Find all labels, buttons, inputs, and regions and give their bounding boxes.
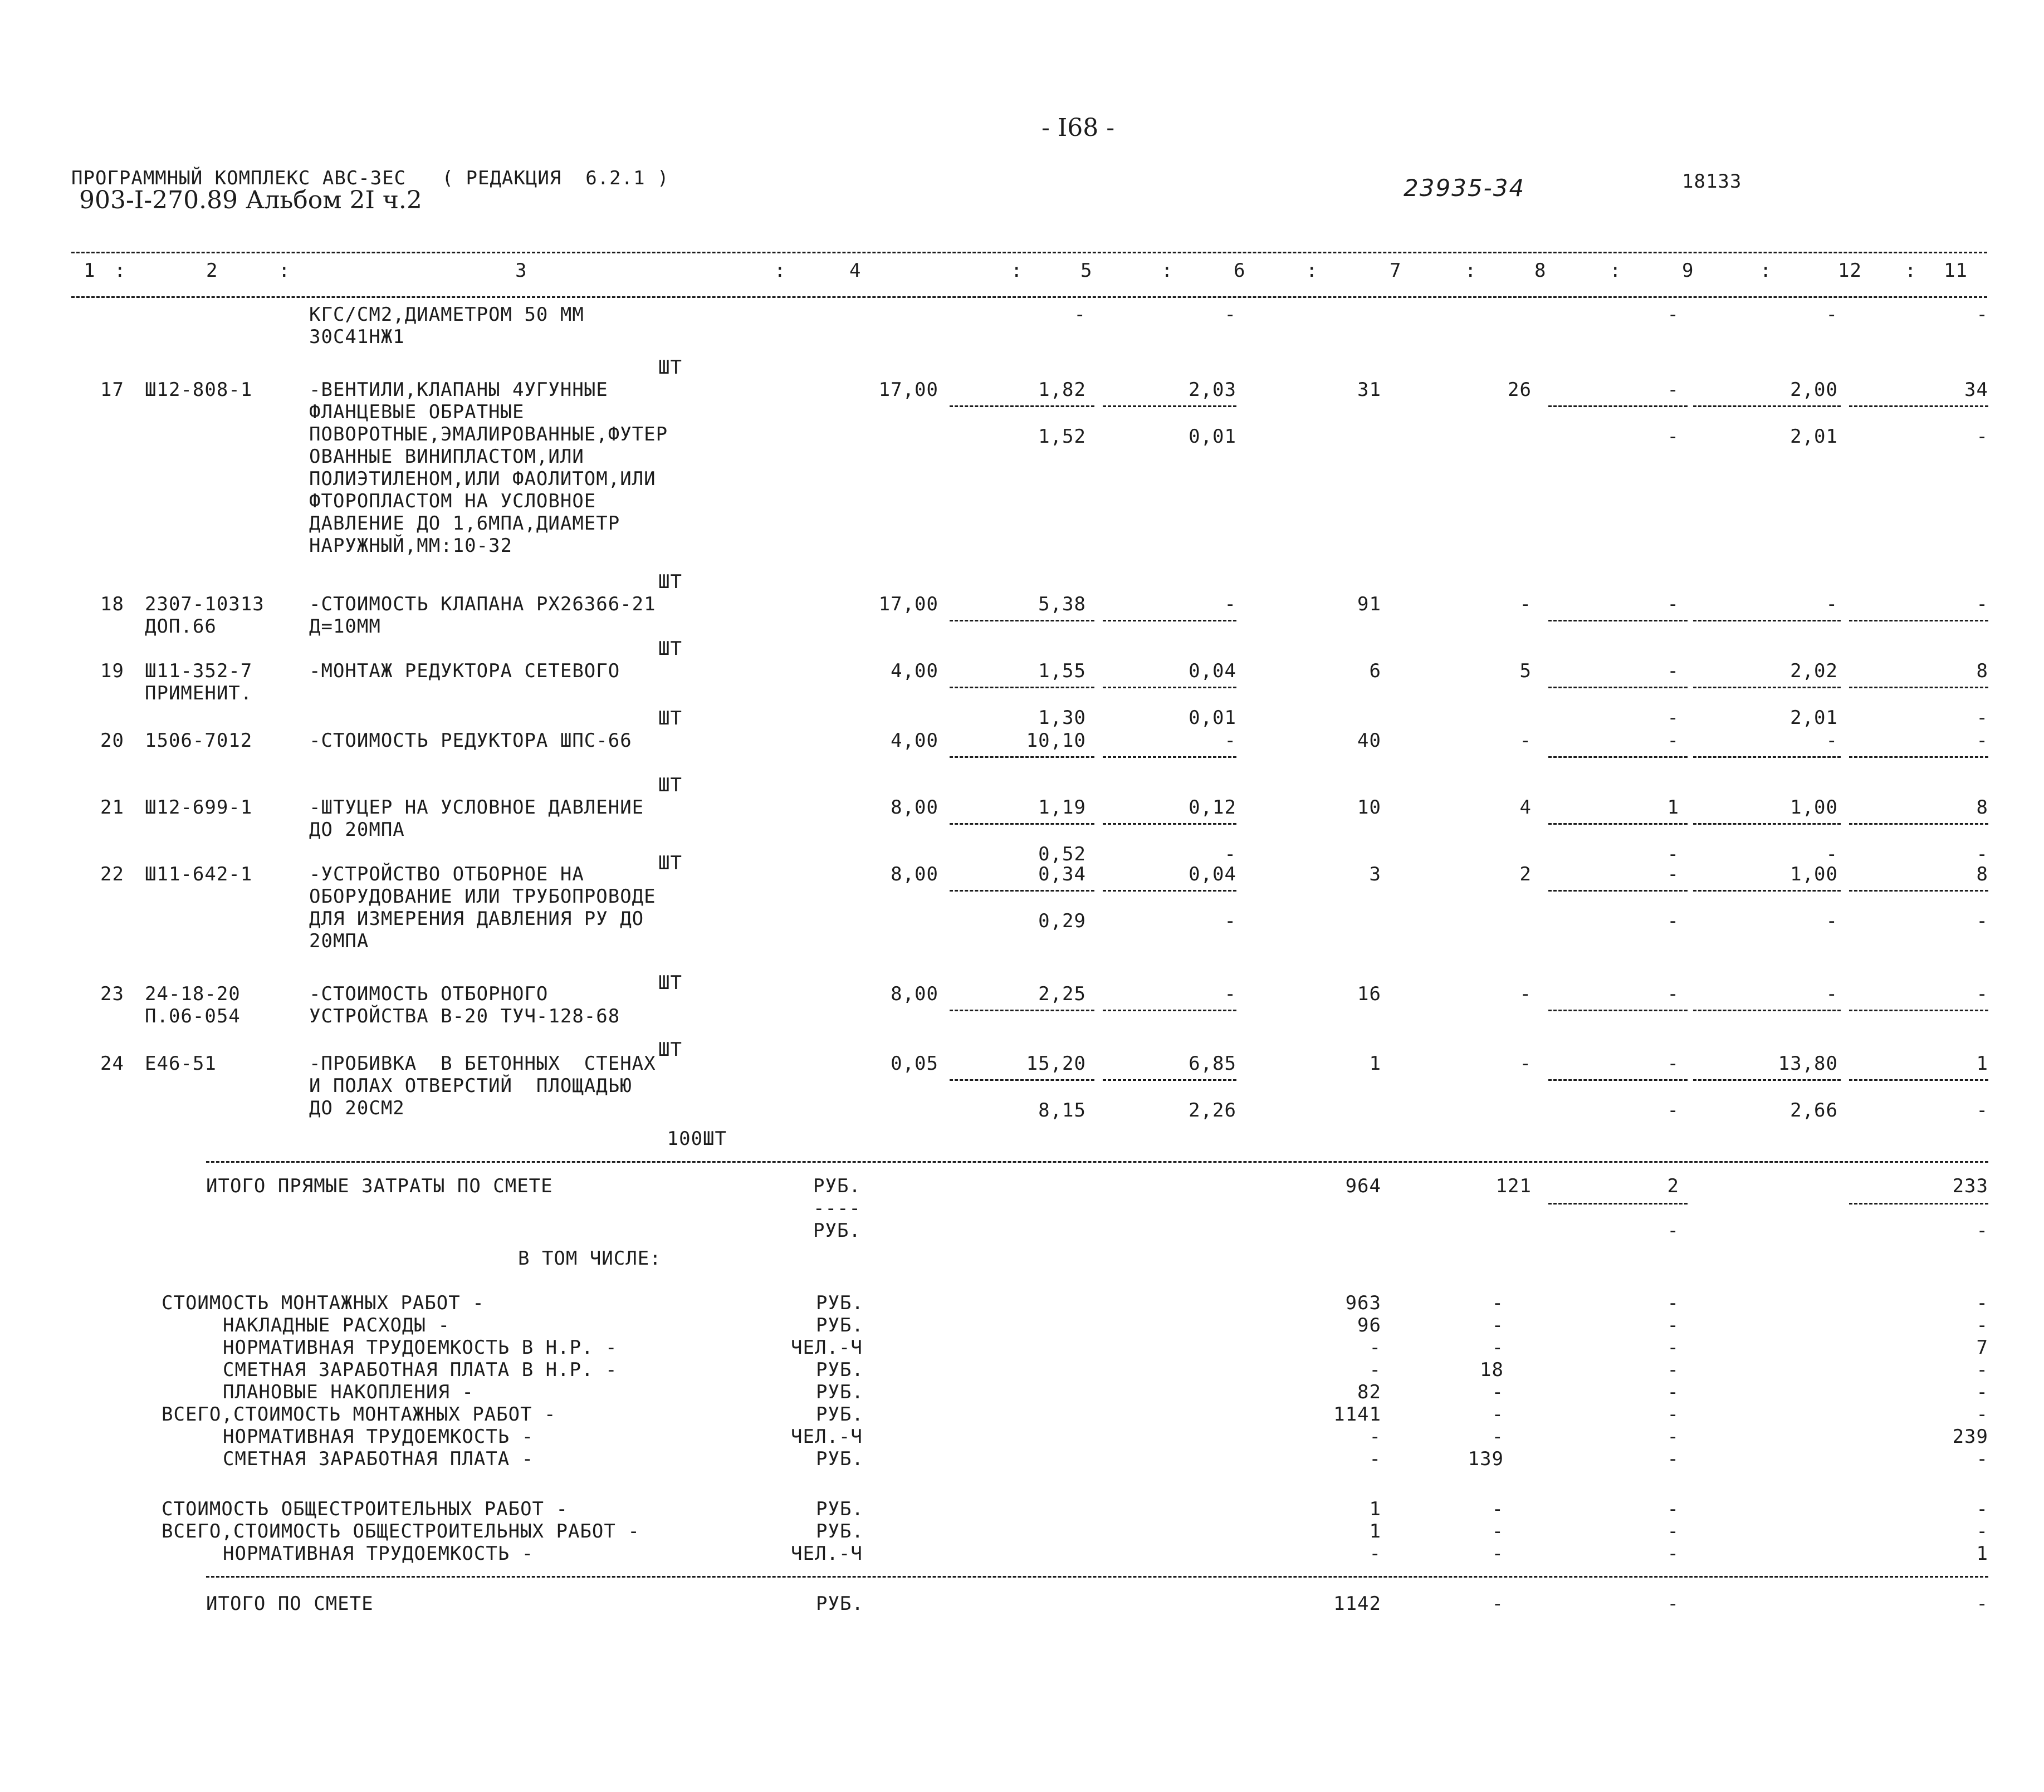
cell-divider (1849, 823, 1988, 825)
summary-c9: - (1667, 1314, 1679, 1336)
summary-label: НОРМАТИВНАЯ ТРУДОЕМКОСТЬ В Н.Р. - (223, 1336, 618, 1359)
value-cell: 6,85 (1189, 1052, 1236, 1075)
value-cell: - (1667, 1052, 1679, 1075)
summary-unit: ЧЕЛ.-Ч (791, 1426, 863, 1448)
cell-divider (1849, 620, 1988, 621)
work-description: КГС/СМ2,ДИАМЕТРОМ 50 ММ 30С41НЖ1 (309, 303, 584, 348)
unit-label: ---- РУБ. (813, 1197, 861, 1242)
value-cell: 16 (1357, 983, 1381, 1005)
summary-c11: - (1976, 1292, 1988, 1314)
summary-unit: РУБ. (816, 1292, 864, 1314)
value-cell: 15,20 (1026, 1052, 1086, 1075)
cell-divider (1548, 687, 1688, 688)
cell-divider (1849, 756, 1988, 758)
value-cell: 31 (1357, 379, 1381, 401)
cell-divider (1548, 1079, 1688, 1081)
summary-label: ВСЕГО,СТОИМОСТЬ ОБЩЕСТРОИТЕЛЬНЫХ РАБОТ - (162, 1520, 640, 1543)
cell-divider (1548, 823, 1688, 825)
unit-of-measure: ШТ (658, 774, 682, 796)
column-header: 9 (1682, 260, 1694, 282)
value-cell: - (1826, 303, 1838, 326)
summary-c8: - (1492, 1292, 1504, 1314)
summary-c7: - (1369, 1426, 1381, 1448)
value-cell: 10,10 (1026, 729, 1086, 752)
value-cell: - (1224, 843, 1236, 865)
value-cell: 8,00 (891, 796, 938, 819)
value-cell: - (1667, 425, 1679, 448)
cell-divider (1103, 405, 1236, 407)
value-cell: 8,15 (1038, 1099, 1086, 1122)
value-cell: - (1826, 593, 1838, 615)
cell-divider (1693, 1010, 1841, 1011)
work-description: -МОНТАЖ РЕДУКТОРА СЕТЕВОГО (309, 660, 620, 682)
value-cell: - (1826, 910, 1838, 932)
summary-c7: 1 (1369, 1520, 1381, 1543)
value-cell: - (1976, 303, 1988, 326)
row-number: 17 (100, 379, 124, 401)
value-cell: - (1519, 593, 1532, 615)
value-cell: 0,01 (1189, 425, 1236, 448)
value-cell: 8 (1976, 660, 1988, 682)
column-header: : (1161, 260, 1173, 282)
direct-c8: 121 (1495, 1175, 1532, 1197)
value-cell: 0,29 (1038, 910, 1086, 932)
value-cell: 2,25 (1038, 983, 1086, 1005)
value-cell: - (1224, 729, 1236, 752)
resource-code: Ш12-808-1 (145, 379, 253, 401)
value-cell: - (1667, 863, 1679, 885)
resource-code: 24-18-20 П.06-054 (145, 983, 241, 1027)
including-label: В ТОМ ЧИСЛЕ: (518, 1247, 662, 1270)
summary-label: СТОИМОСТЬ МОНТАЖНЫХ РАБОТ - (162, 1292, 485, 1314)
cell-divider (206, 1576, 1988, 1578)
value-cell: 4,00 (891, 660, 938, 682)
summary-c8: - (1492, 1426, 1504, 1448)
column-header: 8 (1534, 260, 1547, 282)
row-number: 24 (100, 1052, 124, 1075)
cell-divider (950, 756, 1094, 758)
summary-c11: 7 (1976, 1336, 1988, 1359)
summary-c8: - (1492, 1498, 1504, 1520)
value-cell: 0,52 (1038, 843, 1086, 865)
row-number: 21 (100, 796, 124, 819)
cell-divider (1693, 890, 1841, 892)
value-cell: - (1667, 729, 1679, 752)
column-header: 2 (206, 260, 218, 282)
summary-c8: 139 (1468, 1448, 1504, 1470)
value-cell: - (1667, 593, 1679, 615)
value-cell: - (1667, 707, 1679, 729)
page-number: - I68 - (1041, 114, 1115, 142)
column-header: : (1011, 260, 1023, 282)
resource-code: Ш11-642-1 (145, 863, 253, 885)
direct-c9b: - (1667, 1220, 1679, 1242)
unit-of-measure: ШТ (658, 852, 682, 874)
row-number: 19 (100, 660, 124, 682)
value-cell: 8 (1976, 863, 1988, 885)
column-header: : (774, 260, 786, 282)
cell-divider (1548, 756, 1688, 758)
cell-divider (950, 890, 1094, 892)
unit-of-measure: ШТ (658, 707, 682, 729)
row-number: 22 (100, 863, 124, 885)
summary-c11: - (1976, 1381, 1988, 1403)
unit-of-measure: ШТ (658, 638, 682, 660)
resource-code: Ш12-699-1 (145, 796, 253, 819)
summary-c7: - (1369, 1359, 1381, 1381)
summary-label: НОРМАТИВНАЯ ТРУДОЕМКОСТЬ - (223, 1543, 534, 1565)
value-cell: - (1976, 707, 1988, 729)
cell-divider (950, 1079, 1094, 1081)
summary-c9: - (1667, 1403, 1679, 1426)
summary-unit: ЧЕЛ.-Ч (791, 1336, 863, 1359)
direct-c7: 964 (1345, 1175, 1381, 1197)
cell-divider (1693, 405, 1841, 407)
cell-divider (1103, 687, 1236, 688)
cell-divider (1693, 687, 1841, 688)
value-cell: 4,00 (891, 729, 938, 752)
grand-total-unit: РУБ. (816, 1593, 864, 1615)
direct-c9: 2 (1667, 1175, 1679, 1197)
value-cell: 1 (1667, 796, 1679, 819)
value-cell: 1,55 (1038, 660, 1086, 682)
column-header: : (1760, 260, 1772, 282)
cell-divider (206, 1161, 1988, 1163)
value-cell: - (1519, 983, 1532, 1005)
summary-c9: - (1667, 1336, 1679, 1359)
cell-divider (1103, 890, 1236, 892)
summary-unit: РУБ. (816, 1520, 864, 1543)
cell-divider (950, 1010, 1094, 1011)
summary-c11: - (1976, 1520, 1988, 1543)
summary-c11: - (1976, 1359, 1988, 1381)
value-cell: - (1224, 983, 1236, 1005)
cell-divider (1548, 1203, 1688, 1205)
summary-unit: РУБ. (816, 1359, 864, 1381)
grand-total-c9: - (1667, 1593, 1679, 1615)
summary-label: СМЕТНАЯ ЗАРАБОТНАЯ ПЛАТА - (223, 1448, 534, 1470)
cell-divider (1103, 1010, 1236, 1011)
summary-c9: - (1667, 1498, 1679, 1520)
value-cell: 8 (1976, 796, 1988, 819)
resource-code: 1506-7012 (145, 729, 253, 752)
summary-c11: - (1976, 1314, 1988, 1336)
summary-label: НОРМАТИВНАЯ ТРУДОЕМКОСТЬ - (223, 1426, 534, 1448)
grand-total-label: ИТОГО ПО СМЕТЕ (206, 1593, 374, 1615)
summary-c7: - (1369, 1543, 1381, 1565)
column-header: 11 (1944, 260, 1968, 282)
summary-c8: - (1492, 1381, 1504, 1403)
column-header: 7 (1390, 260, 1402, 282)
resource-code: Ш11-352-7 ПРИМЕНИТ. (145, 660, 253, 704)
value-cell: - (1976, 425, 1988, 448)
summary-c8: 18 (1480, 1359, 1504, 1381)
value-cell: 0,34 (1038, 863, 1086, 885)
summary-c11: - (1976, 1403, 1988, 1426)
column-header: : (114, 260, 126, 282)
value-cell: - (1074, 303, 1086, 326)
column-header: 5 (1080, 260, 1093, 282)
direct-costs-label: ИТОГО ПРЯМЫЕ ЗАТРАТЫ ПО СМЕТЕ (206, 1175, 553, 1197)
summary-c7: 963 (1345, 1292, 1381, 1314)
summary-c9: - (1667, 1426, 1679, 1448)
summary-c7: - (1369, 1336, 1381, 1359)
summary-unit: РУБ. (816, 1381, 864, 1403)
value-cell: 0,12 (1189, 796, 1236, 819)
unit-label: РУБ. (813, 1175, 861, 1197)
cell-divider (1548, 405, 1688, 407)
value-cell: 10 (1357, 796, 1381, 819)
work-description: -ШТУЦЕР НА УСЛОВНОЕ ДАВЛЕНИЕ ДО 20МПА (309, 796, 644, 841)
value-cell: - (1224, 593, 1236, 615)
row-number: 23 (100, 983, 124, 1005)
value-cell: 8,00 (891, 863, 938, 885)
cell-divider (1548, 620, 1688, 621)
cell-divider (950, 823, 1094, 825)
summary-c8: - (1492, 1314, 1504, 1336)
summary-c11: 1 (1976, 1543, 1988, 1565)
value-cell: - (1667, 910, 1679, 932)
value-cell: - (1976, 983, 1988, 1005)
value-cell: 34 (1964, 379, 1988, 401)
album-reference: 903-I-270.89 Альбом 2I ч.2 (79, 186, 422, 214)
summary-unit: РУБ. (816, 1448, 864, 1470)
summary-label: ПЛАНОВЫЕ НАКОПЛЕНИЯ - (223, 1381, 474, 1403)
value-cell: 4 (1519, 796, 1532, 819)
program-title: ПРОГРАММНЫЙ КОМПЛЕКС АВС-3ЕС ( РЕДАКЦИЯ 6.2.1 ) (71, 167, 669, 189)
value-cell: 8,00 (891, 983, 938, 1005)
summary-c11: - (1976, 1448, 1988, 1470)
value-cell: 6 (1369, 660, 1381, 682)
summary-c9: - (1667, 1359, 1679, 1381)
summary-label: СТОИМОСТЬ ОБЩЕСТРОИТЕЛЬНЫХ РАБОТ - (162, 1498, 568, 1520)
summary-unit: РУБ. (816, 1498, 864, 1520)
sheet-number: 18133 (1682, 170, 1742, 193)
value-cell: 17,00 (878, 593, 938, 615)
value-cell: - (1667, 1099, 1679, 1122)
summary-c11: 239 (1952, 1426, 1988, 1448)
cell-divider (950, 687, 1094, 688)
work-description: -УСТРОЙСТВО ОТБОРНОЕ НА ОБОРУДОВАНИЕ ИЛИ ТРУБОПРОВОДЕ ДЛЯ ИЗМЕРЕНИЯ ДАВЛЕНИЯ РУ ДО 20МПА (309, 863, 656, 952)
work-description: -СТОИМОСТЬ РЕДУКТОРА ШПС-66 (309, 729, 632, 752)
summary-c7: 1 (1369, 1498, 1381, 1520)
column-header: 6 (1234, 260, 1246, 282)
value-cell: 2,26 (1189, 1099, 1236, 1122)
unit-of-measure: ШТ (658, 356, 682, 379)
value-cell: 5,38 (1038, 593, 1086, 615)
grand-total-c7: 1142 (1333, 1593, 1381, 1615)
row-number: 20 (100, 729, 124, 752)
grand-total-c8: - (1492, 1593, 1504, 1615)
value-cell: - (1667, 983, 1679, 1005)
cell-divider (1548, 1010, 1688, 1011)
summary-c7: 96 (1357, 1314, 1381, 1336)
cell-divider (1103, 620, 1236, 621)
column-header: : (1465, 260, 1477, 282)
cell-divider (1548, 890, 1688, 892)
column-header: 4 (849, 260, 862, 282)
summary-c9: - (1667, 1520, 1679, 1543)
summary-c7: - (1369, 1448, 1381, 1470)
summary-c7: 82 (1357, 1381, 1381, 1403)
value-cell: 1 (1976, 1052, 1988, 1075)
value-cell: - (1224, 303, 1236, 326)
value-cell: 5 (1519, 660, 1532, 682)
column-header: : (1306, 260, 1318, 282)
value-cell: 2,01 (1790, 707, 1838, 729)
value-cell: 1,82 (1038, 379, 1086, 401)
unit-of-measure: ШТ (658, 1039, 682, 1061)
column-header: : (1905, 260, 1917, 282)
summary-c9: - (1667, 1381, 1679, 1403)
summary-c8: - (1492, 1336, 1504, 1359)
handwritten-code: 23935-34 (1404, 174, 1525, 202)
column-header: 12 (1838, 260, 1862, 282)
value-cell: 1 (1369, 1052, 1381, 1075)
value-cell: - (1667, 379, 1679, 401)
value-cell: 0,05 (891, 1052, 938, 1075)
value-cell: 0,04 (1189, 660, 1236, 682)
cell-divider (1103, 1079, 1236, 1081)
value-cell: 17,00 (878, 379, 938, 401)
value-cell: 2,00 (1790, 379, 1838, 401)
unit-of-measure: 100ШТ (667, 1128, 727, 1150)
summary-unit: РУБ. (816, 1314, 864, 1336)
value-cell: 2,66 (1790, 1099, 1838, 1122)
cell-divider (1849, 405, 1988, 407)
work-description: -СТОИМОСТЬ КЛАПАНА РХ26366-21 Д=10ММ (309, 593, 656, 638)
value-cell: - (1224, 910, 1236, 932)
work-description: -ВЕНТИЛИ,КЛАПАНЫ 4УГУННЫЕ ФЛАНЦЕВЫЕ ОБРАТНЫЕ ПОВОРОТНЫЕ,ЭМАЛИРОВАННЫЕ,ФУТЕР ОВАННЫЕ ВИНИПЛАСТОМ,ИЛИ ПОЛИЭТИЛЕНОМ,ИЛИ ФАОЛИТОМ,ИЛИ ФТОРОПЛАСТОМ НА УСЛОВНОЕ ДАВЛЕНИЕ ДО 1,6МПА,ДИАМЕТР НАРУЖНЫЙ,ММ:10-32 (309, 379, 668, 557)
value-cell: - (1519, 729, 1532, 752)
value-cell: 13,80 (1778, 1052, 1838, 1075)
value-cell: 0,01 (1189, 707, 1236, 729)
value-cell: - (1519, 1052, 1532, 1075)
cell-divider (1849, 687, 1988, 688)
value-cell: 3 (1369, 863, 1381, 885)
value-cell: - (1826, 843, 1838, 865)
value-cell: - (1976, 729, 1988, 752)
cell-divider (1849, 1203, 1988, 1205)
column-header: 3 (515, 260, 527, 282)
summary-unit: ЧЕЛ.-Ч (791, 1543, 863, 1565)
value-cell: - (1976, 843, 1988, 865)
cell-divider (1103, 823, 1236, 825)
value-cell: - (1976, 1099, 1988, 1122)
row-number: 18 (100, 593, 124, 615)
grand-total-c11: - (1976, 1593, 1988, 1615)
cell-divider (1693, 1079, 1841, 1081)
summary-c9: - (1667, 1292, 1679, 1314)
summary-label: СМЕТНАЯ ЗАРАБОТНАЯ ПЛАТА В Н.Р. - (223, 1359, 618, 1381)
column-header: : (278, 260, 291, 282)
column-header: : (1610, 260, 1622, 282)
value-cell: - (1976, 593, 1988, 615)
cell-divider (1693, 823, 1841, 825)
cell-divider (1693, 620, 1841, 621)
summary-c8: - (1492, 1403, 1504, 1426)
summary-c7: 1141 (1333, 1403, 1381, 1426)
resource-code: Е46-51 (145, 1052, 217, 1075)
value-cell: 1,52 (1038, 425, 1086, 448)
value-cell: - (1976, 910, 1988, 932)
value-cell: 2 (1519, 863, 1532, 885)
summary-c8: - (1492, 1543, 1504, 1565)
value-cell: 2,03 (1189, 379, 1236, 401)
summary-label: НАКЛАДНЫЕ РАСХОДЫ - (223, 1314, 450, 1336)
value-cell: 0,04 (1189, 863, 1236, 885)
cell-divider (1849, 1010, 1988, 1011)
header-rule-bottom (71, 296, 1987, 298)
value-cell: - (1826, 983, 1838, 1005)
cell-divider (1103, 756, 1236, 758)
value-cell: - (1826, 729, 1838, 752)
summary-c8: - (1492, 1520, 1504, 1543)
cell-divider (950, 405, 1094, 407)
value-cell: - (1667, 843, 1679, 865)
value-cell: 40 (1357, 729, 1381, 752)
direct-c11b: - (1976, 1220, 1988, 1242)
summary-unit: РУБ. (816, 1403, 864, 1426)
summary-c9: - (1667, 1448, 1679, 1470)
cell-divider (1849, 890, 1988, 892)
cell-divider (1849, 1079, 1988, 1081)
header-rule-top (71, 252, 1987, 253)
column-header: 1 (84, 260, 96, 282)
summary-c9: - (1667, 1543, 1679, 1565)
summary-c11: - (1976, 1498, 1988, 1520)
value-cell: 1,00 (1790, 796, 1838, 819)
resource-code: 2307-10313 ДОП.66 (145, 593, 265, 638)
work-description: -ПРОБИВКА В БЕТОННЫХ СТЕНАХ И ПОЛАХ ОТВЕРСТИЙ ПЛОЩАДЬЮ ДО 20СМ2 (309, 1052, 656, 1119)
direct-c11: 233 (1952, 1175, 1988, 1197)
value-cell: 1,19 (1038, 796, 1086, 819)
cell-divider (950, 620, 1094, 621)
value-cell: 26 (1508, 379, 1532, 401)
summary-label: ВСЕГО,СТОИМОСТЬ МОНТАЖНЫХ РАБОТ - (162, 1403, 556, 1426)
unit-of-measure: ШТ (658, 972, 682, 994)
unit-of-measure: ШТ (658, 571, 682, 593)
value-cell: 2,02 (1790, 660, 1838, 682)
value-cell: - (1667, 660, 1679, 682)
value-cell: 1,30 (1038, 707, 1086, 729)
cell-divider (1693, 756, 1841, 758)
value-cell: 2,01 (1790, 425, 1838, 448)
value-cell: - (1667, 303, 1679, 326)
value-cell: 91 (1357, 593, 1381, 615)
value-cell: 1,00 (1790, 863, 1838, 885)
work-description: -СТОИМОСТЬ ОТБОРНОГО УСТРОЙСТВА В-20 ТУЧ-128-68 (309, 983, 620, 1027)
